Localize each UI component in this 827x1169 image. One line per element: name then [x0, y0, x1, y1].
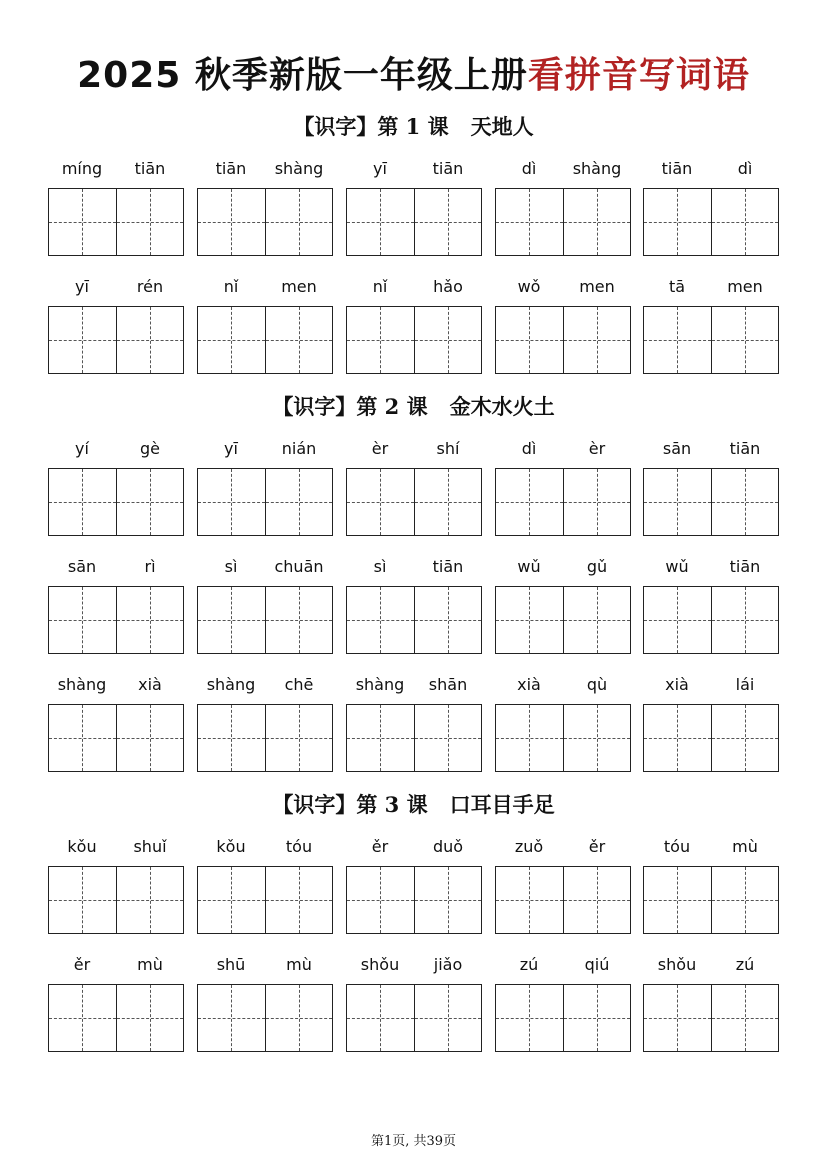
word-item [346, 836, 482, 934]
word-item [48, 438, 184, 536]
word-item [495, 836, 631, 934]
pinyin-label: shū [216, 955, 246, 974]
lesson-tag: 【识字】 [293, 114, 378, 139]
pinyin-label: tā [668, 277, 686, 296]
pinyin-label: gè [140, 439, 160, 458]
pinyin-label: tiān [134, 159, 166, 178]
pinyin-label: yī [224, 439, 238, 458]
writing-boxes [495, 468, 631, 536]
word-row [48, 954, 778, 1052]
lesson-name: 金木水火土 [449, 394, 555, 419]
word-item [643, 674, 779, 772]
word-item [346, 674, 482, 772]
word-item [48, 158, 184, 256]
writing-boxes [197, 468, 333, 536]
lesson-lesson: 第 3 课 [356, 792, 428, 817]
word-item [643, 276, 779, 374]
tian-grid-cell[interactable] [563, 189, 631, 255]
tian-grid-cell[interactable] [711, 189, 779, 255]
writing-boxes [495, 704, 631, 772]
pinyin-label: zú [735, 955, 755, 974]
word-row [48, 836, 778, 934]
tian-grid-cell[interactable] [49, 307, 116, 373]
word-item [495, 276, 631, 374]
tian-grid-cell[interactable] [414, 587, 482, 653]
pinyin-label: xià [138, 675, 162, 694]
writing-boxes [197, 866, 333, 934]
tian-grid-cell[interactable] [265, 469, 333, 535]
writing-boxes [495, 188, 631, 256]
tian-grid-cell[interactable] [116, 189, 184, 255]
pinyin-label: sān [662, 439, 692, 458]
word-row [48, 276, 778, 374]
tian-grid-cell[interactable] [116, 307, 184, 373]
tian-grid-cell[interactable] [49, 867, 116, 933]
writing-boxes [643, 586, 779, 654]
word-row [48, 158, 778, 256]
writing-boxes [48, 188, 184, 256]
tian-grid-cell[interactable] [414, 469, 482, 535]
pinyin-label: ěr [588, 837, 606, 856]
pinyin-label: tiān [661, 159, 693, 178]
pinyin-label: dì [521, 159, 537, 178]
word-item [346, 556, 482, 654]
pinyin-label: shàng [274, 159, 324, 178]
lesson-title [0, 392, 827, 422]
tian-grid-cell[interactable] [644, 587, 711, 653]
pinyin-label: kǒu [67, 837, 97, 856]
pinyin-label: tiān [729, 439, 761, 458]
tian-grid-cell[interactable] [496, 587, 563, 653]
word-item [197, 674, 333, 772]
pinyin-label: èr [588, 439, 606, 458]
tian-grid-cell[interactable] [711, 867, 779, 933]
writing-boxes [495, 586, 631, 654]
pinyin-label: jiǎo [433, 955, 463, 974]
tian-grid-cell[interactable] [49, 469, 116, 535]
word-item [495, 674, 631, 772]
writing-boxes [346, 188, 482, 256]
tian-grid-cell[interactable] [563, 307, 631, 373]
tian-grid-cell[interactable] [711, 587, 779, 653]
tian-grid-cell[interactable] [347, 985, 414, 1051]
tian-grid-cell[interactable] [496, 469, 563, 535]
tian-grid-cell[interactable] [198, 307, 265, 373]
pinyin-label: kǒu [216, 837, 246, 856]
writing-boxes [48, 586, 184, 654]
pinyin-label: tiān [215, 159, 247, 178]
word-row [48, 438, 778, 536]
pinyin-label: mù [732, 837, 758, 856]
writing-boxes [346, 866, 482, 934]
pinyin-label: yī [373, 159, 387, 178]
writing-boxes [48, 984, 184, 1052]
tian-grid-cell[interactable] [414, 189, 482, 255]
word-item [643, 836, 779, 934]
writing-boxes [346, 984, 482, 1052]
tian-grid-cell[interactable] [496, 189, 563, 255]
pinyin-label: hǎo [433, 277, 463, 296]
tian-grid-cell[interactable] [644, 705, 711, 771]
writing-boxes [197, 586, 333, 654]
tian-grid-cell[interactable] [496, 867, 563, 933]
pinyin-label: yí [75, 439, 89, 458]
tian-grid-cell[interactable] [644, 307, 711, 373]
word-item [48, 674, 184, 772]
word-item [48, 276, 184, 374]
tian-grid-cell[interactable] [265, 705, 333, 771]
word-item [495, 556, 631, 654]
writing-boxes [346, 586, 482, 654]
word-item [495, 954, 631, 1052]
word-item [643, 438, 779, 536]
word-item [197, 954, 333, 1052]
word-item [197, 556, 333, 654]
pinyin-label: tiān [432, 159, 464, 178]
writing-boxes [495, 306, 631, 374]
pinyin-label: ěr [73, 955, 91, 974]
pinyin-label: gǔ [586, 557, 608, 576]
word-item [346, 276, 482, 374]
word-item [48, 836, 184, 934]
pinyin-label: shàng [206, 675, 256, 694]
tian-grid-cell[interactable] [414, 705, 482, 771]
lesson-lesson: 第 1 课 [377, 114, 449, 139]
pinyin-label: shàng [355, 675, 405, 694]
tian-grid-cell[interactable] [265, 587, 333, 653]
pinyin-label: wǒ [517, 277, 541, 296]
pinyin-label: qù [586, 675, 608, 694]
pinyin-label: nián [281, 439, 317, 458]
pinyin-label: dì [737, 159, 753, 178]
pinyin-label: tóu [285, 837, 313, 856]
word-row [48, 556, 778, 654]
tian-grid-cell[interactable] [49, 189, 116, 255]
tian-grid-cell[interactable] [347, 705, 414, 771]
tian-grid-cell[interactable] [414, 985, 482, 1051]
writing-boxes [495, 866, 631, 934]
pinyin-label: sì [373, 557, 387, 576]
word-item [643, 556, 779, 654]
pinyin-label: duǒ [432, 837, 464, 856]
tian-grid-cell[interactable] [347, 587, 414, 653]
tian-grid-cell[interactable] [414, 307, 482, 373]
pinyin-label: nǐ [372, 277, 388, 296]
lesson-tag: 【识字】 [272, 792, 357, 817]
tian-grid-cell[interactable] [563, 705, 631, 771]
word-item [495, 438, 631, 536]
tian-grid-cell[interactable] [198, 587, 265, 653]
page-footer: 第1页, 共39页 [370, 1134, 457, 1149]
tian-grid-cell[interactable] [198, 469, 265, 535]
word-item [495, 158, 631, 256]
pinyin-label: sì [224, 557, 238, 576]
pinyin-label: wǔ [517, 557, 541, 576]
pinyin-label: shí [436, 439, 460, 458]
word-item [197, 158, 333, 256]
pinyin-label: chuān [274, 557, 324, 576]
word-item [197, 276, 333, 374]
writing-boxes [643, 468, 779, 536]
pinyin-label: mù [137, 955, 163, 974]
tian-grid-cell[interactable] [414, 867, 482, 933]
tian-grid-cell[interactable] [644, 469, 711, 535]
pinyin-label: shǒu [657, 955, 697, 974]
writing-boxes [346, 704, 482, 772]
tian-grid-cell[interactable] [563, 469, 631, 535]
lesson-title [0, 790, 827, 820]
page-title [0, 52, 827, 100]
pinyin-label: ěr [371, 837, 389, 856]
pinyin-label: shuǐ [133, 837, 167, 856]
writing-boxes [495, 984, 631, 1052]
lesson-title [0, 112, 827, 142]
pinyin-label: qiú [584, 955, 610, 974]
tian-grid-cell[interactable] [198, 867, 265, 933]
pinyin-label: men [579, 277, 615, 296]
tian-grid-cell[interactable] [496, 705, 563, 771]
pinyin-label: zú [519, 955, 539, 974]
writing-boxes [48, 468, 184, 536]
pinyin-label: dì [521, 439, 537, 458]
writing-boxes [346, 306, 482, 374]
tian-grid-cell[interactable] [347, 469, 414, 535]
title-highlight: 看拼音写词语 [527, 55, 750, 96]
tian-grid-cell[interactable] [116, 705, 184, 771]
pinyin-label: xià [665, 675, 689, 694]
writing-boxes [643, 984, 779, 1052]
pinyin-label: tiān [432, 557, 464, 576]
tian-grid-cell[interactable] [644, 985, 711, 1051]
tian-grid-cell[interactable] [347, 189, 414, 255]
writing-boxes [48, 704, 184, 772]
pinyin-label: wǔ [665, 557, 689, 576]
writing-boxes [643, 188, 779, 256]
lesson-tag: 【识字】 [272, 394, 357, 419]
word-item [197, 438, 333, 536]
tian-grid-cell[interactable] [116, 985, 184, 1051]
writing-boxes [48, 306, 184, 374]
word-item [346, 438, 482, 536]
pinyin-label: nǐ [223, 277, 239, 296]
word-item [643, 158, 779, 256]
tian-grid-cell[interactable] [116, 469, 184, 535]
pinyin-label: men [727, 277, 763, 296]
pinyin-label: mù [286, 955, 312, 974]
pinyin-label: chē [284, 675, 314, 694]
title-main: 2025 秋季新版一年级上册 [77, 55, 528, 96]
writing-boxes [643, 866, 779, 934]
lesson-lesson: 第 2 课 [356, 394, 428, 419]
pinyin-label: rén [136, 277, 164, 296]
tian-grid-cell[interactable] [49, 705, 116, 771]
pinyin-label: zuǒ [514, 837, 544, 856]
writing-boxes [346, 468, 482, 536]
tian-grid-cell[interactable] [49, 587, 116, 653]
tian-grid-cell[interactable] [116, 867, 184, 933]
word-row [48, 674, 778, 772]
tian-grid-cell[interactable] [496, 307, 563, 373]
writing-boxes [643, 306, 779, 374]
tian-grid-cell[interactable] [265, 867, 333, 933]
pinyin-label: tiān [729, 557, 761, 576]
tian-grid-cell[interactable] [711, 985, 779, 1051]
tian-grid-cell[interactable] [644, 867, 711, 933]
pinyin-label: shàng [572, 159, 622, 178]
pinyin-label: rì [144, 557, 156, 576]
pinyin-label: men [281, 277, 317, 296]
tian-grid-cell[interactable] [563, 587, 631, 653]
pinyin-label: xià [517, 675, 541, 694]
tian-grid-cell[interactable] [347, 867, 414, 933]
pinyin-label: shān [428, 675, 468, 694]
writing-boxes [197, 704, 333, 772]
tian-grid-cell[interactable] [265, 307, 333, 373]
pinyin-label: sān [67, 557, 97, 576]
pinyin-label: míng [61, 159, 103, 178]
tian-grid-cell[interactable] [563, 867, 631, 933]
lesson-name: 口耳目手足 [449, 792, 555, 817]
tian-grid-cell[interactable] [198, 705, 265, 771]
word-item [643, 954, 779, 1052]
pinyin-label: lái [735, 675, 755, 694]
writing-boxes [197, 984, 333, 1052]
word-item [48, 556, 184, 654]
tian-grid-cell[interactable] [644, 189, 711, 255]
writing-boxes [197, 306, 333, 374]
word-item [346, 954, 482, 1052]
writing-boxes [48, 866, 184, 934]
tian-grid-cell[interactable] [198, 985, 265, 1051]
word-item [48, 954, 184, 1052]
pinyin-label: yī [75, 277, 89, 296]
pinyin-label: èr [371, 439, 389, 458]
tian-grid-cell[interactable] [49, 985, 116, 1051]
tian-grid-cell[interactable] [116, 587, 184, 653]
pinyin-label: shǒu [360, 955, 400, 974]
tian-grid-cell[interactable] [711, 705, 779, 771]
word-item [197, 836, 333, 934]
tian-grid-cell[interactable] [496, 985, 563, 1051]
tian-grid-cell[interactable] [198, 189, 265, 255]
pinyin-label: shàng [57, 675, 107, 694]
pinyin-label: tóu [663, 837, 691, 856]
tian-grid-cell[interactable] [711, 469, 779, 535]
tian-grid-cell[interactable] [265, 985, 333, 1051]
word-item [346, 158, 482, 256]
lesson-name: 天地人 [470, 114, 534, 139]
tian-grid-cell[interactable] [711, 307, 779, 373]
tian-grid-cell[interactable] [265, 189, 333, 255]
writing-boxes [197, 188, 333, 256]
tian-grid-cell[interactable] [563, 985, 631, 1051]
tian-grid-cell[interactable] [347, 307, 414, 373]
writing-boxes [643, 704, 779, 772]
